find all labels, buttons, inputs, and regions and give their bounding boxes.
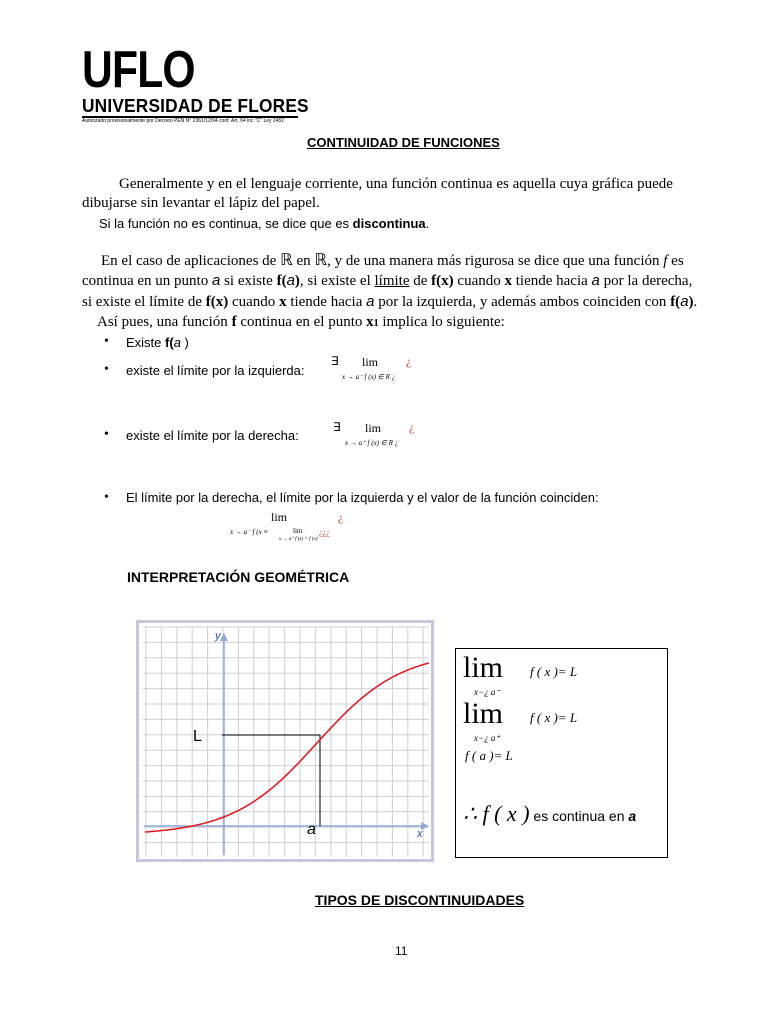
bullet-dot: • bbox=[104, 490, 109, 505]
right-limit-subscript: x → a⁺ f (x) ∈ R ¿ bbox=[345, 439, 399, 447]
box-fa: f ( a )= L bbox=[465, 748, 513, 763]
lim-label: lim bbox=[362, 355, 379, 369]
box-sub-right: x−¿ a⁺ bbox=[474, 733, 501, 743]
para2-line3: si existe el límite de f(x) cuando x tiende hacia a por la izquierda, y además ambos coinciden con f(a). bbox=[82, 293, 698, 310]
para1-line2: dibujarse sin levantar el lápiz del papel. bbox=[82, 195, 320, 211]
a-label: a bbox=[307, 821, 316, 838]
L-label: L bbox=[193, 728, 202, 745]
equality-left: x → a⁻ f (x ≡ bbox=[230, 528, 269, 536]
exists-symbol: ∃ bbox=[331, 354, 339, 368]
equality-subscript: x → a⁺ f (x) = f (a) bbox=[279, 537, 318, 542]
formula-box bbox=[455, 648, 668, 858]
y-axis-label: y bbox=[215, 630, 221, 642]
bullet-limits-coincide: El límite por la derecha, el límite por la izquierda y el valor de la función coinciden: bbox=[126, 490, 599, 505]
left-limit-subscript: x → a⁻ f (x) ∈ R ¿ bbox=[342, 373, 396, 381]
box-sub-left: x−¿ a⁻ bbox=[474, 687, 501, 697]
bullet-right-limit: existe el límite por la derecha: bbox=[126, 428, 299, 443]
bullet-dot: • bbox=[104, 427, 109, 442]
lim-label: lim bbox=[365, 421, 382, 435]
logo-note: Autorizado provisionalmente por Decreto PEN N° 2361/12/94 conf. Art. 64 inc "C" Ley 2452 bbox=[82, 118, 285, 124]
continuity-graph bbox=[139, 623, 431, 859]
logo-brand: UFLO bbox=[82, 41, 195, 99]
page-number: 11 bbox=[395, 944, 408, 958]
box-fx-1: f ( x )= L bbox=[530, 664, 578, 679]
para2-line1: En el caso de aplicaciones de ℝ en ℝ, y de una manera más rigurosa se dice que una función f es bbox=[101, 250, 684, 269]
bullet-left-limit: existe el límite por la izquierda: bbox=[126, 363, 305, 378]
bullet-exists-fa: Existe f(a ) bbox=[126, 335, 189, 350]
bullet-dot: • bbox=[104, 334, 109, 349]
y-axis-arrow bbox=[220, 633, 228, 641]
box-lim-1: lim bbox=[463, 651, 504, 684]
heading-geometric: INTERPRETACIÓN GEOMÉTRICA bbox=[127, 569, 350, 585]
para1-line1: Generalmente y en el lenguaje corriente, una función continua es aquella cuya gráfica puede bbox=[119, 176, 673, 192]
box-lim-2: lim bbox=[463, 697, 504, 730]
para2-line4: Así pues, una función f continua en el punto x1 implica lo siguiente: bbox=[97, 314, 505, 330]
logo-university: UNIVERSIDAD DE FLORES bbox=[82, 96, 309, 116]
question-marks: ¿¿¿ bbox=[319, 528, 330, 537]
x-axis-label: x bbox=[417, 828, 423, 840]
box-conclusion: ∴ f ( x ) es continua en a bbox=[463, 801, 637, 826]
heading-discontinuities: TIPOS DE DISCONTINUIDADES bbox=[315, 892, 525, 908]
lim-label: lim bbox=[271, 510, 288, 524]
para1-line3: Si la función no es continua, se dice que es discontinua. bbox=[99, 216, 430, 231]
page-title: CONTINUIDAD DE FUNCIONES bbox=[307, 135, 500, 150]
box-fx-2: f ( x )= L bbox=[530, 710, 578, 725]
para2-line2: continua en un punto a si existe f(a), si existe el límite de f(x) cuando x tiende hacia a por la derecha, bbox=[82, 272, 693, 289]
question-mark: ¿ bbox=[338, 510, 344, 524]
lim-label-small: lim bbox=[293, 527, 303, 535]
question-mark: ¿ bbox=[409, 420, 415, 434]
graph-frame bbox=[136, 620, 434, 862]
bullet-dot: • bbox=[104, 362, 109, 377]
graph-grid bbox=[143, 627, 429, 857]
exists-symbol: ∃ bbox=[333, 420, 341, 434]
question-mark: ¿ bbox=[406, 354, 412, 368]
